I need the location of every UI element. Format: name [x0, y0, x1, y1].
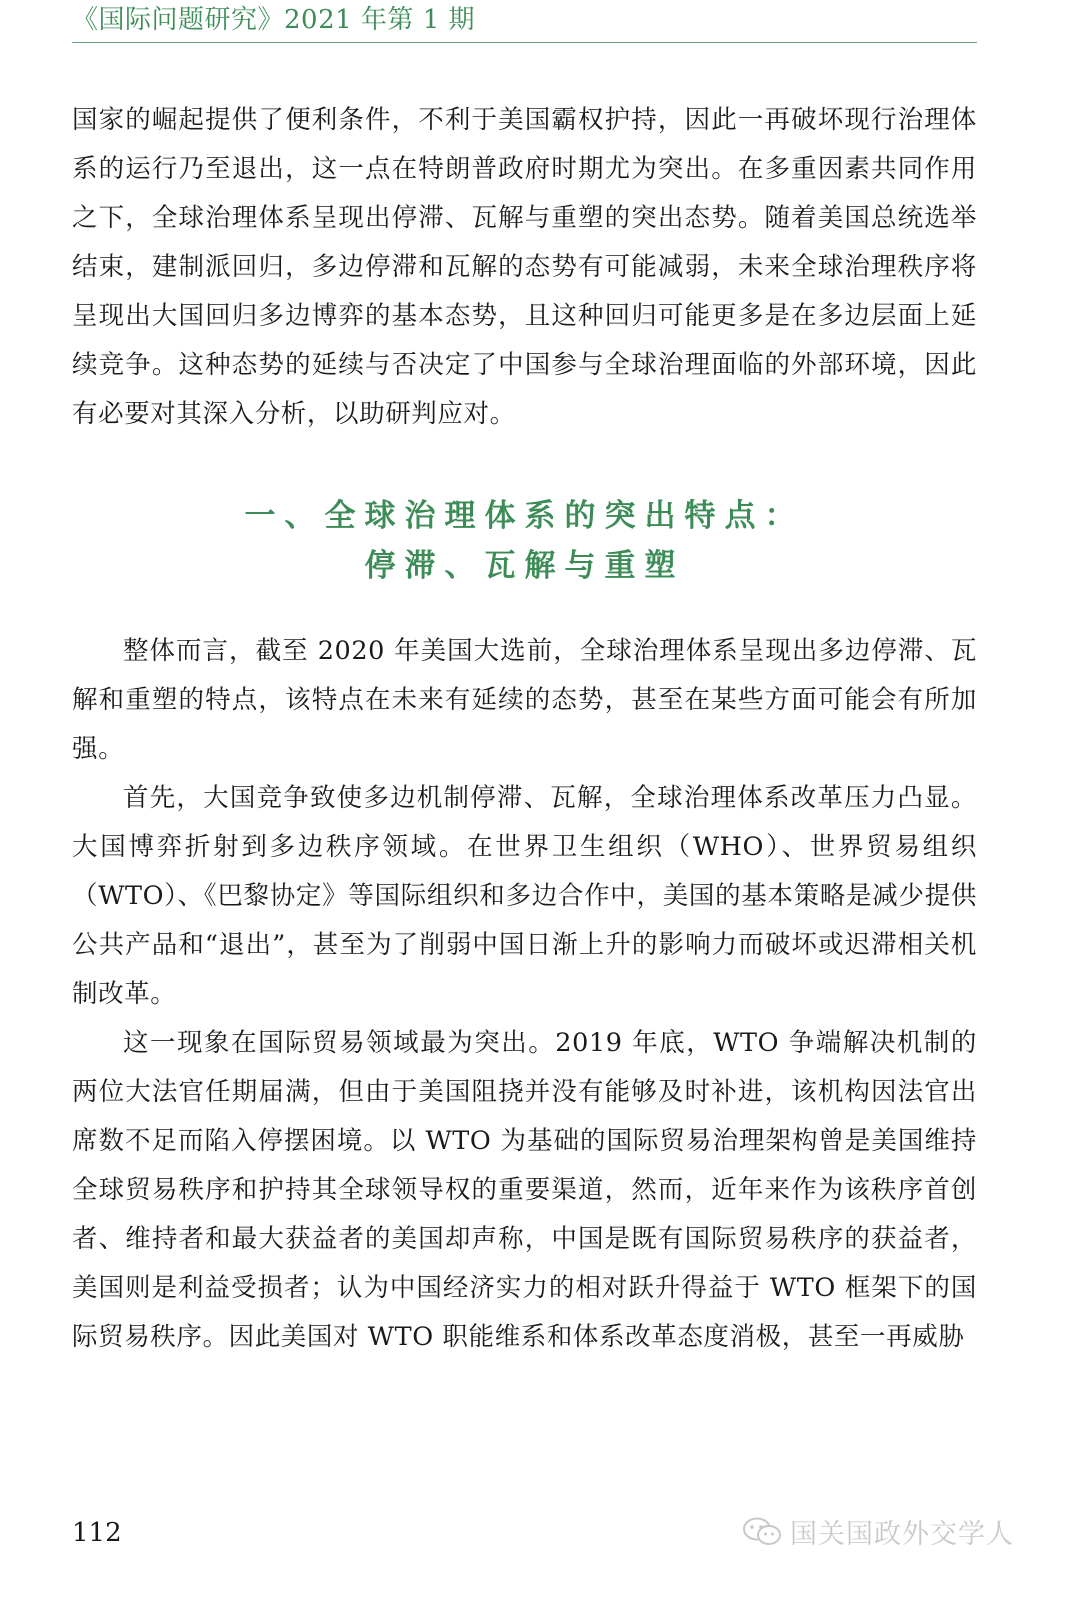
watermark — [742, 1512, 1014, 1551]
section-heading-line-2: 停滞、瓦解与重塑 — [364, 548, 685, 584]
running-header — [72, 4, 977, 43]
wechat-icon — [742, 1516, 782, 1548]
paragraph-trade: 这一现象在国际贸易领域最为突出。2019 年底，WTO 争端解决机制的两位大法官任期届满，但由于美国阻挠并没有能够及时补进，该机构因法官出席数不足而陷入停摆困境。以 WTO 为基础的国际贸易治理架构曾是美国维持全球贸易秩序和护持其全球领导权的重要渠道，然而，近年来作为该秩序首创者、维持者和最大获益者的美国却声称，中国是既有国际贸易秩序的获益者，美国则是利益受损者；认为中国经济实力的相对跃升得益于 WTO 框架下的国际贸易秩序。因此美国对 WTO 职能维系和体系改革态度消极，甚至一再威胁 — [72, 1028, 977, 1352]
article-body — [72, 96, 977, 1362]
page-number: 112 — [72, 1518, 122, 1548]
paragraph-continuation: 国家的崛起提供了便利条件，不利于美国霸权护持，因此一再破坏现行治理体系的运行乃至退出，这一点在特朗普政府时期尤为突出。在多重因素共同作用之下，全球治理体系呈现出停滞、瓦解与重塑的突出态势。随着美国总统选举结束，建制派回归，多边停滞和瓦解的态势有可能减弱，未来全球治理秩序将呈现出大国回归多边博弈的基本态势，且这种回归可能更多是在多边层面上延续竞争。这种态势的延续与否决定了中国参与全球治理面临的外部环境，因此有必要对其深入分析，以助研判应对。 — [72, 105, 977, 429]
journal-header-title: 《国际问题研究》2021 年第 1 期 — [72, 5, 476, 35]
watermark-text: 国关国政外交学人 — [790, 1519, 1014, 1550]
paragraph-overview: 整体而言，截至 2020 年美国大选前，全球治理体系呈现出多边停滞、瓦解和重塑的特点，该特点在未来有延续的态势，甚至在某些方面可能会有所加强。 — [72, 636, 977, 764]
section-heading-line-1: 一、全球治理体系的突出特点： — [244, 498, 805, 534]
section-heading — [72, 491, 977, 591]
paragraph-first-point: 首先，大国竞争致使多边机制停滞、瓦解，全球治理体系改革压力凸显。大国博弈折射到多边秩序领域。在世界卫生组织（WHO）、世界贸易组织（WTO）、《巴黎协定》等国际组织和多边合作中，美国的基本策略是减少提供公共产品和“退出”，甚至为了削弱中国日渐上升的影响力而破坏或迟滞相关机制改革。 — [72, 783, 977, 1009]
